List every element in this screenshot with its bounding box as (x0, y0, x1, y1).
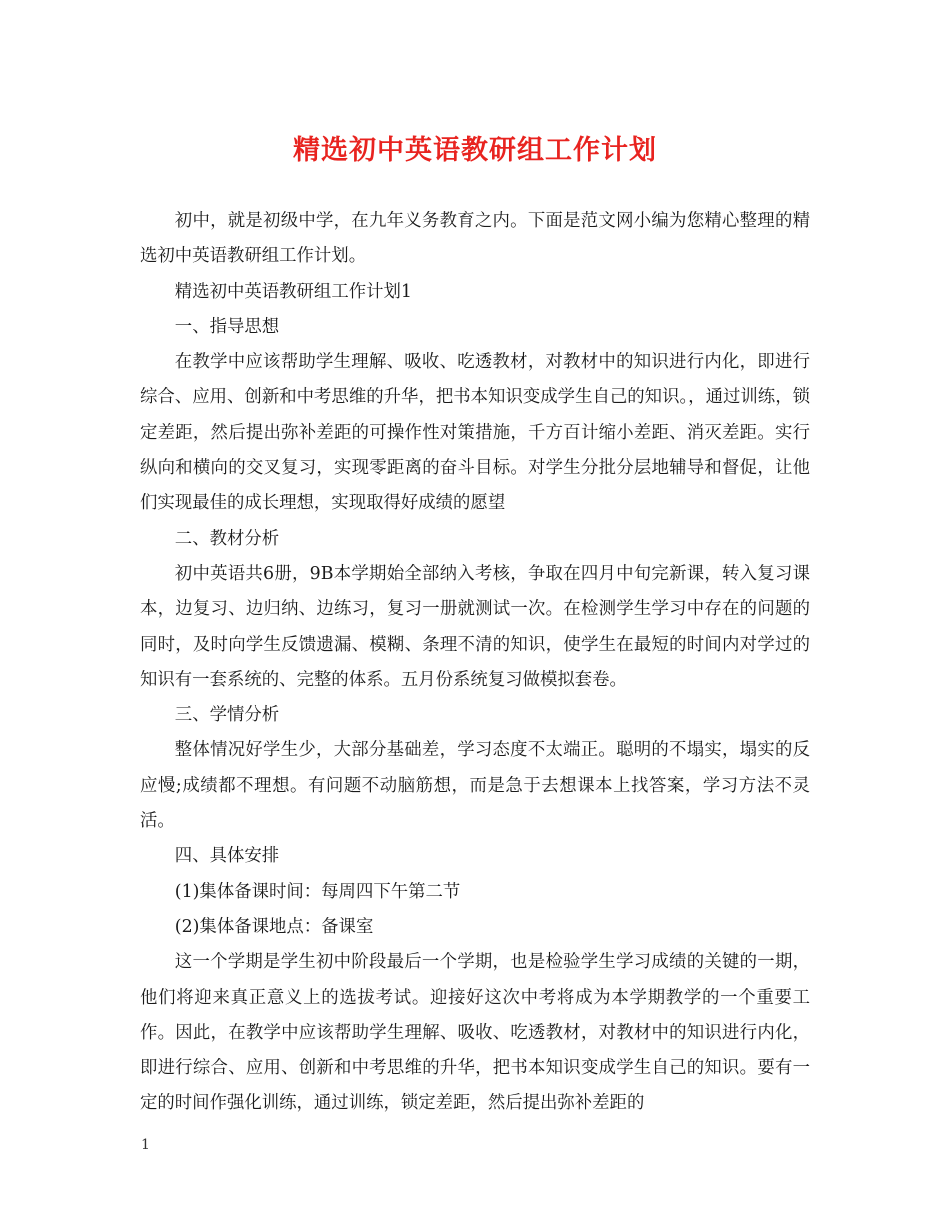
section-heading-textbook-analysis: 二、教材分析 (174, 528, 280, 549)
paragraph-prep-location: (2)集体备课地点：备课室 (174, 916, 374, 937)
paragraph-textbook-analysis: 初中英语共6册，9B本学期始全部纳入考核，争取在四月中旬完新课，转入复习课本，边复习、边归纳、边练习，复习一册就测试一次。在检测学生学习中存在的问题的同时，及时向学生反馈遗漏、模糊、条理不清的知识，使学生在最短的时间内对学过的知识有一套系统的、完整的体系。五月份系统复习做模拟套卷。 (140, 563, 810, 690)
paragraph-plan-heading: 精选初中英语教研组工作计划1 (174, 281, 412, 302)
paragraph-student-analysis: 整体情况好学生少，大部分基础差，学习态度不太端正。聪明的不塌实，塌实的反应慢;成绩都不理想。有问题不动脑筋想，而是急于去想课本上找答案，学习方法不灵活。 (140, 740, 810, 832)
document-title: 精选初中英语教研组工作计划 (293, 135, 657, 166)
page-number: 1 (141, 1137, 150, 1153)
section-heading-student-analysis: 三、学情分析 (174, 705, 280, 726)
document-body (140, 204, 810, 1122)
section-heading-guiding-ideology: 一、指导思想 (174, 316, 280, 337)
section-heading-arrangement: 四、具体安排 (174, 846, 280, 867)
paragraph-prep-time: (1)集体备课时间：每周四下午第二节 (174, 881, 461, 902)
paragraph-guiding-ideology: 在教学中应该帮助学生理解、吸收、吃透教材，对教材中的知识进行内化，即进行综合、应用、创新和中考思维的升华，把书本知识变成学生自己的知识。，通过训练，锁定差距，然后提出弥补差距的可操作性对策措施，千方百计缩小差距、消灭差距。实行纵向和横向的交叉复习，实现零距离的奋斗目标。对学生分批分层地辅导和督促，让他们实现最佳的成长理想，实现取得好成绩的愿望 (140, 352, 810, 514)
paragraph-intro: 初中，就是初级中学，在九年义务教育之内。下面是范文网小编为您精心整理的精选初中英语教研组工作计划。 (140, 211, 810, 267)
paragraph-semester-focus: 这一个学期是学生初中阶段最后一个学期，也是检验学生学习成绩的关键的一期，他们将迎来真正意义上的选拔考试。迎接好这次中考将成为本学期教学的一个重要工作。因此，在教学中应该帮助学生理解、吸收、吃透教材，对教材中的知识进行内化，即进行综合、应用、创新和中考思维的升华，把书本知识变成学生自己的知识。要有一定的时间作强化训练，通过训练，锁定差距，然后提出弥补差距的 (140, 952, 810, 1114)
